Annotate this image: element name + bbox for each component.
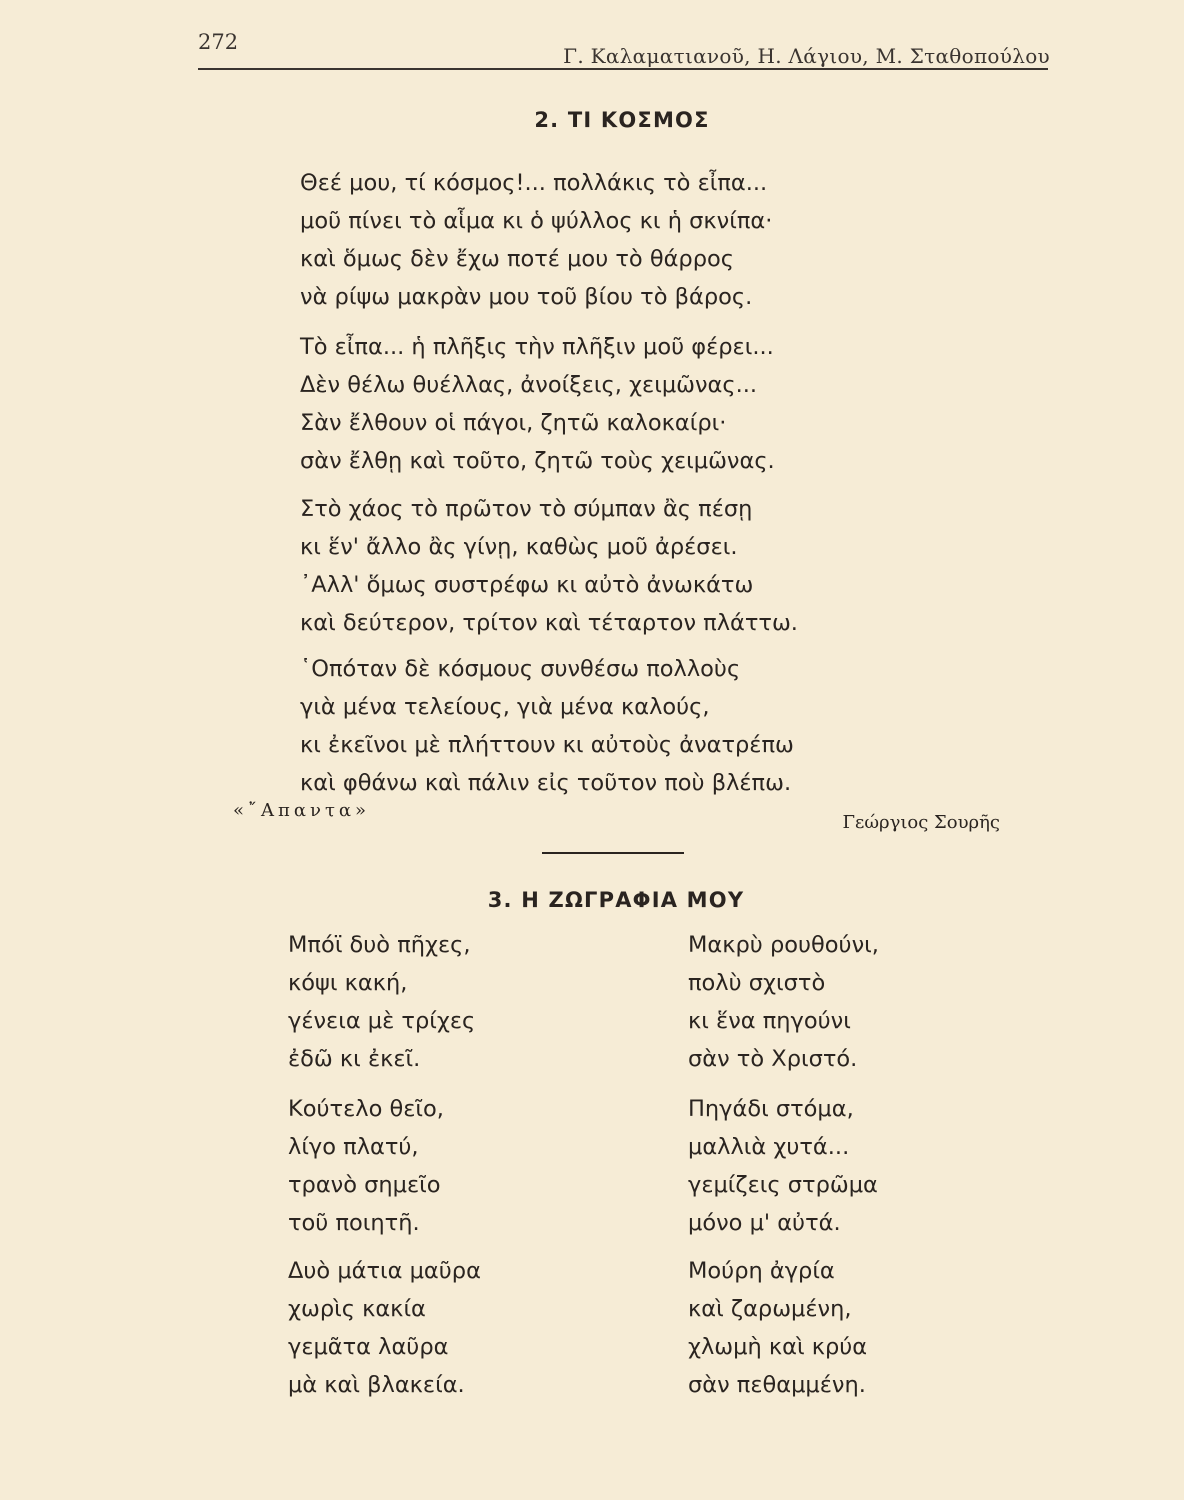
verse-line: καὶ φθάνω καὶ πάλιν εἰς τοῦτον ποὺ βλέπω. — [300, 770, 792, 796]
verse-line: καὶ ὅμως δὲν ἔχω ποτέ μου τὸ θάρρος — [300, 246, 734, 272]
verse-line: μαλλιὰ χυτά... — [688, 1134, 850, 1160]
verse-line: γεμᾶτα λαῦρα — [288, 1334, 449, 1360]
section-divider — [542, 852, 684, 854]
verse-line: καὶ ζαρωμένη, — [688, 1296, 852, 1322]
poem2-stanza — [288, 1252, 481, 1404]
verse-line: κι ἐκεῖνοι μὲ πλήττουν κι αὐτοὺς ἀνατρέπω — [300, 732, 794, 758]
poem2-stanza — [688, 1252, 867, 1404]
verse-line: ῾Οπόταν δὲ κόσμους συνθέσω πολλοὺς — [300, 656, 741, 682]
verse-line: γένεια μὲ τρίχες — [288, 1008, 476, 1034]
verse-line: γεμίζεις στρῶμα — [688, 1172, 878, 1198]
verse-line: λίγο πλατύ, — [288, 1134, 419, 1160]
verse-line: τρανὸ σημεῖο — [288, 1172, 441, 1198]
poem2-stanza — [288, 926, 475, 1078]
verse-line: Τὸ εἶπα... ἡ πλῆξις τὴν πλῆξιν μοῦ φέρει... — [300, 334, 774, 360]
verse-line: Σὰν ἔλθουν οἱ πάγοι, ζητῶ καλοκαίρι· — [300, 410, 727, 436]
header-rule — [198, 68, 1048, 70]
poem1-stanza-2 — [300, 328, 920, 480]
verse-line: σὰν ἔλθῃ καὶ τοῦτο, ζητῶ τοὺς χειμῶνας. — [300, 448, 775, 474]
poem2-stanza — [688, 1090, 878, 1242]
verse-line: κι ἕνα πηγούνι — [688, 1008, 851, 1034]
verse-line: γιὰ μένα τελείους, γιὰ μένα καλούς, — [300, 694, 710, 720]
running-title: Γ. Καλαματιανοῦ, Η. Λάγιου, Μ. Σταθοπούλου — [563, 44, 1050, 68]
verse-line: μὰ καὶ βλακεία. — [288, 1372, 465, 1398]
verse-line: Θεέ μου, τί κόσμος!... πολλάκις τὸ εἶπα... — [300, 170, 768, 196]
poem1-stanza-3 — [300, 490, 920, 642]
verse-line: σὰν τὸ Χριστό. — [688, 1046, 858, 1072]
verse-line: σὰν πεθαμμένη. — [688, 1372, 866, 1398]
poem2-stanza — [288, 1090, 444, 1242]
verse-line: Μούρη ἀγρία — [688, 1258, 835, 1284]
verse-line: Δυὸ μάτια μαῦρα — [288, 1258, 481, 1284]
poem1-stanza-4 — [300, 650, 920, 802]
verse-line: Στὸ χάος τὸ πρῶτον τὸ σύμπαν ἂς πέσῃ — [300, 496, 753, 522]
poem2-stanza — [688, 926, 879, 1078]
verse-line: Μπόϊ δυὸ πῆχες, — [288, 932, 471, 958]
verse-line: χλωμὴ καὶ κρύα — [688, 1334, 868, 1360]
verse-line: Μακρὺ ρουθούνι, — [688, 932, 879, 958]
poem1-source: «῎Απαντα» — [233, 800, 371, 821]
poem1-title: 2. ΤΙ ΚΟΣΜΟΣ — [534, 108, 710, 132]
verse-line: χωρὶς κακία — [288, 1296, 426, 1322]
verse-line: μοῦ πίνει τὸ αἷμα κι ὁ ψύλλος κι ἡ σκνίπα· — [300, 208, 773, 234]
verse-line: κόψι κακή, — [288, 970, 408, 996]
verse-line: Πηγάδι στόμα, — [688, 1096, 854, 1122]
verse-line: κι ἕν' ἄλλο ἂς γίνῃ, καθὼς μοῦ ἀρέσει. — [300, 534, 738, 560]
verse-line: τοῦ ποιητῆ. — [288, 1210, 420, 1236]
verse-line: μόνο μ' αὐτά. — [688, 1210, 841, 1236]
verse-line: ᾽Αλλ' ὅμως συστρέφω κι αὐτὸ ἀνωκάτω — [300, 572, 754, 598]
verse-line: Κούτελο θεῖο, — [288, 1096, 444, 1122]
poem1-stanza-1 — [300, 164, 920, 316]
page-number: 272 — [198, 30, 239, 54]
poem1-author: Γεώργιος Σουρῆς — [842, 812, 1000, 833]
verse-line: καὶ δεύτερον, τρίτον καὶ τέταρτον πλάττω. — [300, 610, 798, 636]
verse-line: πολὺ σχιστὸ — [688, 970, 826, 996]
poem2-title: 3. Η ΖΩΓΡΑΦΙΑ ΜΟΥ — [487, 888, 745, 912]
verse-line: ἐδῶ κι ἐκεῖ. — [288, 1046, 421, 1072]
verse-line: Δὲν θέλω θυέλλας, ἀνοίξεις, χειμῶνας... — [300, 372, 758, 398]
verse-line: νὰ ρίψω μακρὰν μου τοῦ βίου τὸ βάρος. — [300, 284, 753, 310]
